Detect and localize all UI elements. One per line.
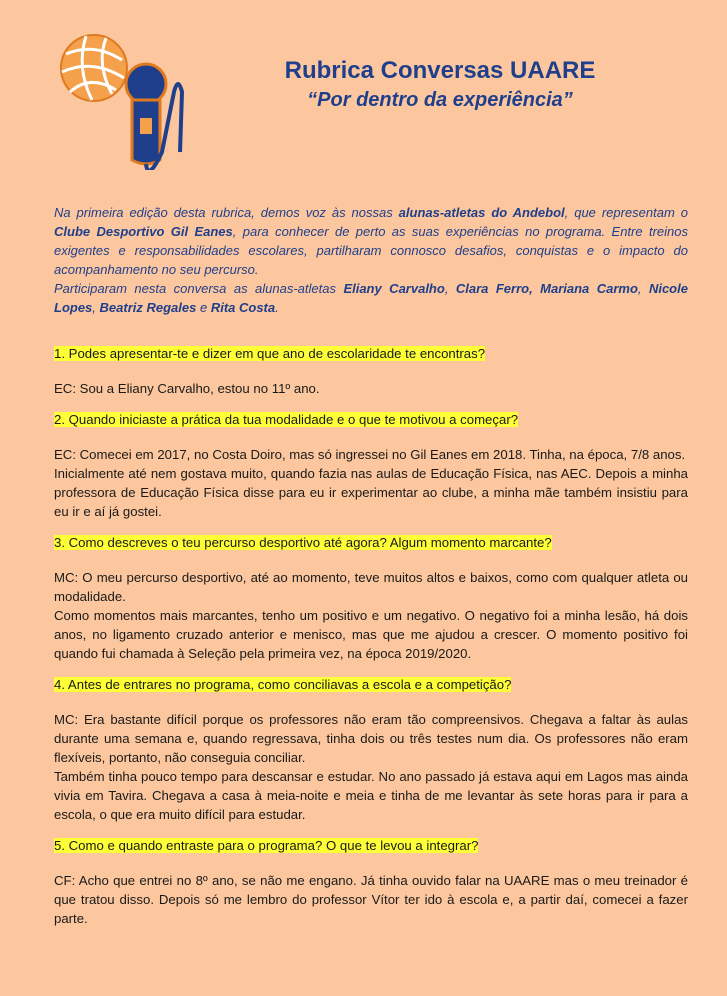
intro-separator: ,: [637, 281, 649, 296]
athlete-name: Eliany Carvalho: [343, 281, 445, 296]
intro-text: [54, 203, 688, 317]
answer-paragraph: Como momentos mais marcantes, tenho um positivo e um negativo. O negativo foi a minha lesão, há dois anos, no ligamento cruzado anterior e menisco, mas que me ajudou a crescer. O momento positivo foi quando fui chamada à Seleção pela primeira vez, na época 2019/2020.: [54, 608, 688, 661]
question: [54, 344, 688, 363]
answer-paragraph: EC: Sou a Eliany Carvalho, estou no 11º ano.: [54, 381, 320, 396]
answer-paragraph: Inicialmente até nem gostava muito, quando fazia nas aulas de Educação Física, nas AEC. Depois a minha professora de Educação Física disse para eu ir experimentar ao clube, a minha mãe também insistiu para eu ir e aí já gostei.: [54, 466, 688, 519]
question-text: 1. Podes apresentar-te e dizer em que ano de escolaridade te encontras?: [54, 346, 486, 361]
question: [54, 533, 688, 552]
athlete-name: Nicole Lopes: [54, 281, 688, 315]
intro-separator: ,: [92, 300, 100, 315]
question: [54, 410, 688, 429]
intro-paragraph-1: [54, 203, 688, 279]
answer-paragraph: CF: Acho que entrei no 8º ano, se não me engano. Já tinha ouvido falar na UAARE mas o meu treinador é que tratou disso. Depois só me lembro do professor Vítor ter ido à escola e, a partir daí, comecei a fazer parte.: [54, 873, 688, 926]
page-subtitle: “Por dentro da experiência”: [307, 89, 573, 111]
answer: [54, 710, 688, 824]
question: [54, 836, 688, 855]
page-header: [270, 56, 610, 114]
question-text: 4. Antes de entrares no programa, como conciliavas a escola e a competição?: [54, 677, 512, 692]
answer-paragraph: MC: Era bastante difícil porque os professores não eram tão compreensivos. Chegava a faltar às aulas durante uma semana e, quando regressava, tinha dois ou três testes num dia. Os professores não eram flexíveis, portanto, não conseguia conciliar.: [54, 712, 688, 765]
answer: [54, 871, 688, 928]
athlete-name: Beatriz Regales: [99, 300, 197, 315]
intro-separator: ,: [444, 281, 456, 296]
answer-paragraph: EC: Comecei em 2017, no Costa Doiro, mas só ingressei no Gil Eanes em 2018. Tinha, na época, 7/8 anos.: [54, 447, 686, 462]
answer: [54, 445, 688, 521]
answer-paragraph: MC: O meu percurso desportivo, até ao momento, teve muitos altos e baixos, como com qualquer atleta ou modalidade.: [54, 570, 688, 604]
athlete-name: Clara Ferro, Mariana Carmo: [455, 281, 638, 296]
intro-highlight: Clube Desportivo Gil Eanes: [54, 224, 233, 239]
athlete-name: Rita Costa: [210, 300, 276, 315]
question-text: 5. Como e quando entraste para o programa? O que te levou a integrar?: [54, 838, 479, 853]
answer: [54, 568, 688, 663]
question-text: 3. Como descreves o teu percurso desportivo até agora? Algum momento marcante?: [54, 535, 552, 550]
ball-microphone-logo: [56, 32, 188, 170]
interview-content: [54, 344, 688, 940]
intro-separator: .: [275, 300, 279, 315]
intro-paragraph-2: [54, 279, 688, 317]
answer: [54, 379, 688, 398]
intro-text-segment: , para conhecer de perto as suas experiências no programa. Entre treinos exigentes e responsabilidades escolares, partilharam connosco desafios, conquistas e o impacto do acompanhamento no seu percurso.: [54, 224, 688, 277]
intro-text-segment: Na primeira edição desta rubrica, demos voz às nossas: [54, 205, 399, 220]
intro-text-segment: Participaram nesta conversa as alunas-atletas: [54, 281, 344, 296]
intro-highlight: alunas-atletas do Andebol: [398, 205, 565, 220]
page-title: Rubrica Conversas UAARE: [284, 57, 596, 84]
intro-text-segment: , que representam o: [564, 205, 688, 220]
question-text: 2. Quando iniciaste a prática da tua modalidade e o que te motivou a começar?: [54, 412, 519, 427]
question: [54, 675, 688, 694]
intro-separator: e: [196, 300, 211, 315]
answer-paragraph: Também tinha pouco tempo para descansar e estudar. No ano passado já estava aqui em Lagos mas ainda vivia em Tavira. Chegava a casa à meia-noite e meia e tinha de me levantar às sete horas para ir para a escola, o que era muito difícil para estudar.: [54, 769, 688, 822]
